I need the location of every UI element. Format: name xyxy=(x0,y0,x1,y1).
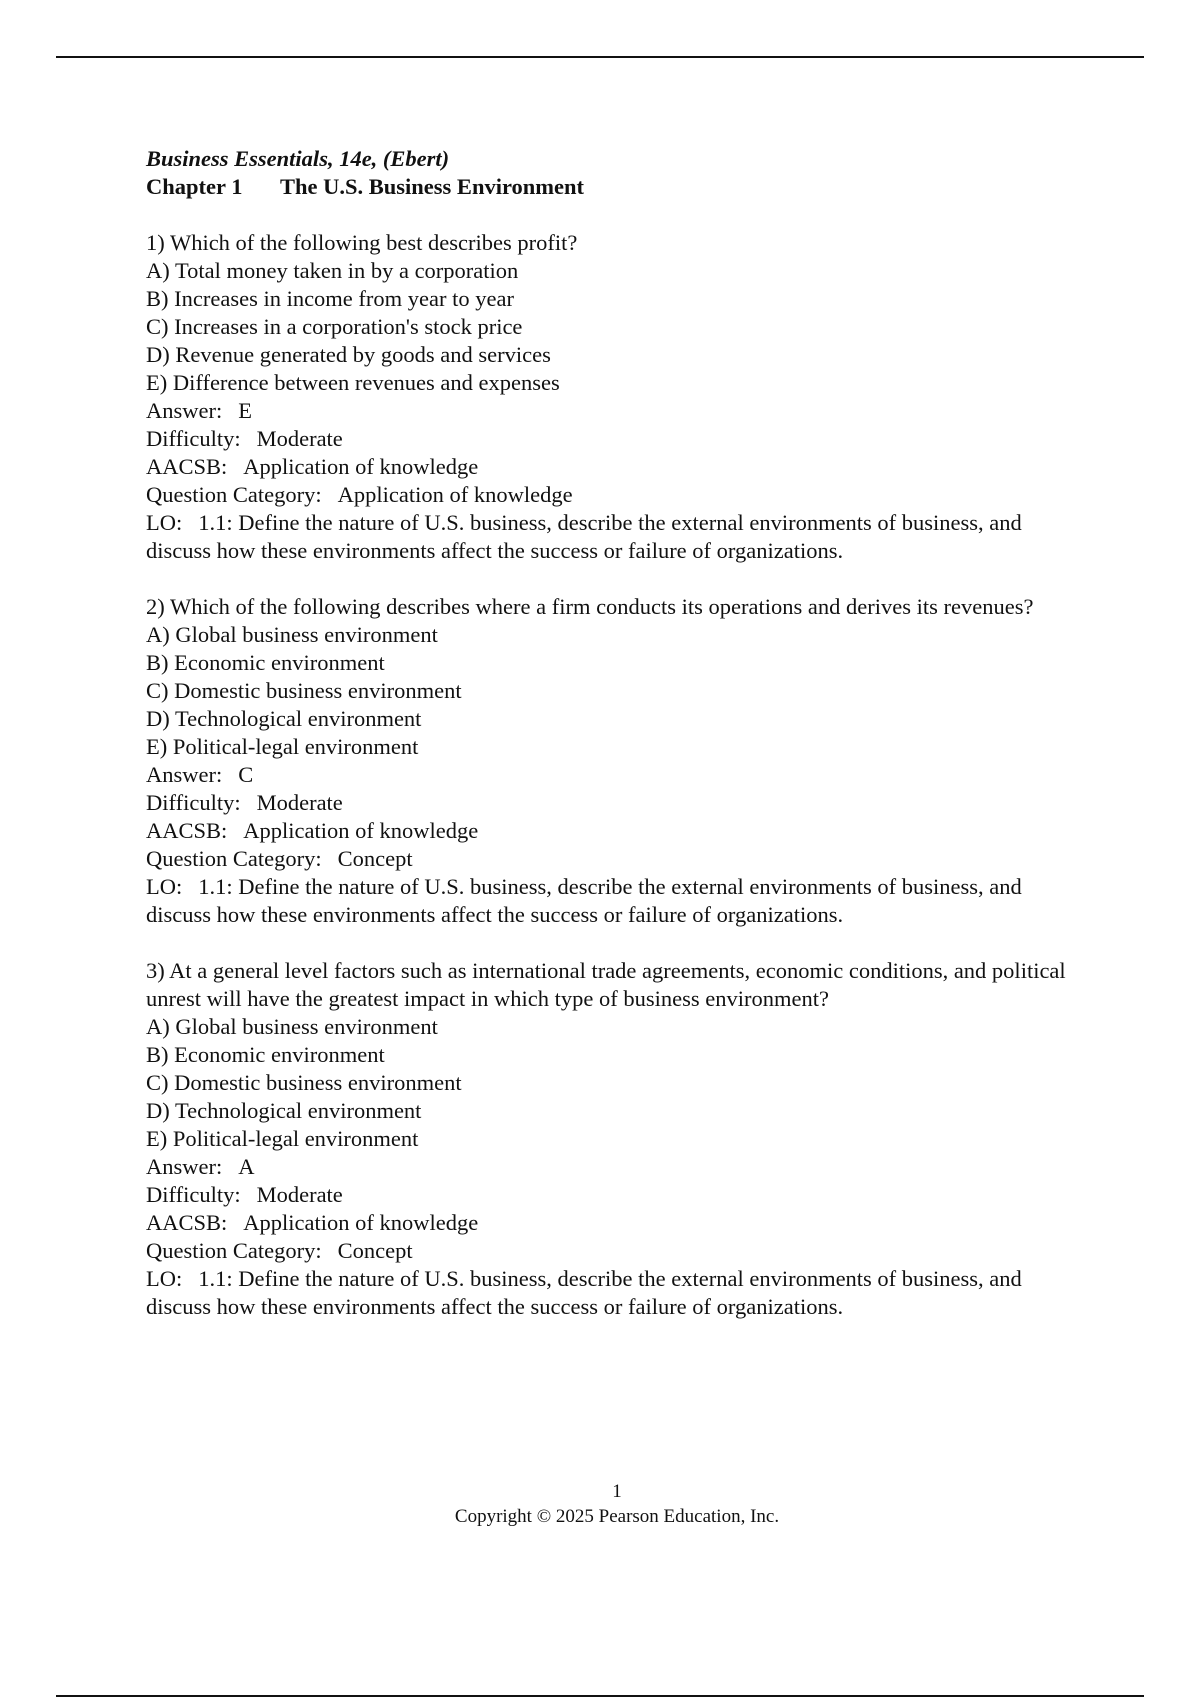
category-label: Question Category: xyxy=(146,1238,322,1263)
answer-line xyxy=(146,761,1066,789)
difficulty-label: Difficulty: xyxy=(146,426,241,451)
aacsb-value: Application of knowledge xyxy=(243,454,479,479)
question-block-3 xyxy=(146,957,1066,1321)
difficulty-value: Moderate xyxy=(256,790,343,815)
option-c: C) Domestic business environment xyxy=(146,678,462,703)
question-stem: 3) At a general level factors such as international trade agreements, economic conditions, and political unrest will have the greatest impact in which type of business environment? xyxy=(146,958,1066,1011)
answer-value: A xyxy=(238,1154,255,1179)
aacsb-label: AACSB: xyxy=(146,454,228,479)
question-stem: 2) Which of the following describes where a firm conducts its operations and derives its revenues? xyxy=(146,594,1034,619)
page-number: 1 xyxy=(612,1481,622,1502)
aacsb-line xyxy=(146,453,1066,481)
question-block-2 xyxy=(146,593,1066,929)
difficulty-line xyxy=(146,425,1066,453)
option-e: E) Difference between revenues and expenses xyxy=(146,370,560,395)
option-a: A) Global business environment xyxy=(146,622,438,647)
lo-label: LO: xyxy=(146,1266,183,1291)
answer-line xyxy=(146,1153,1066,1181)
option-e: E) Political-legal environment xyxy=(146,734,419,759)
category-value: Concept xyxy=(337,1238,413,1263)
option-c: C) Domestic business environment xyxy=(146,1070,462,1095)
category-line xyxy=(146,481,1066,509)
aacsb-value: Application of knowledge xyxy=(243,818,479,843)
question-stem: 1) Which of the following best describes profit? xyxy=(146,230,578,255)
category-label: Question Category: xyxy=(146,482,322,507)
difficulty-value: Moderate xyxy=(256,1182,343,1207)
difficulty-line xyxy=(146,789,1066,817)
bottom-rule xyxy=(56,1695,1144,1697)
lo-line xyxy=(146,1265,1066,1321)
category-line xyxy=(146,845,1066,873)
lo-line xyxy=(146,873,1066,929)
aacsb-label: AACSB: xyxy=(146,1210,228,1235)
chapter-heading xyxy=(146,173,1066,201)
lo-value: 1.1: Define the nature of U.S. business, describe the external environments of business, and discuss how these environments affect the success or failure of organizations. xyxy=(146,1266,1022,1319)
option-d: D) Technological environment xyxy=(146,706,422,731)
category-value: Application of knowledge xyxy=(337,482,573,507)
answer-value: C xyxy=(238,762,254,787)
answer-label: Answer: xyxy=(146,762,223,787)
aacsb-value: Application of knowledge xyxy=(243,1210,479,1235)
lo-value: 1.1: Define the nature of U.S. business, describe the external environments of business, and discuss how these environments affect the success or failure of organizations. xyxy=(146,510,1022,563)
option-b: B) Economic environment xyxy=(146,650,385,675)
option-a: A) Total money taken in by a corporation xyxy=(146,258,519,283)
difficulty-label: Difficulty: xyxy=(146,790,241,815)
option-b: B) Economic environment xyxy=(146,1042,385,1067)
answer-label: Answer: xyxy=(146,1154,223,1179)
chapter-number: Chapter 1 xyxy=(146,174,243,199)
lo-label: LO: xyxy=(146,510,183,535)
chapter-title: The U.S. Business Environment xyxy=(280,174,585,199)
aacsb-line xyxy=(146,1209,1066,1237)
document-body xyxy=(146,145,1066,1349)
option-d: D) Technological environment xyxy=(146,1098,422,1123)
option-b: B) Increases in income from year to year xyxy=(146,286,514,311)
copyright-notice: Copyright © 2025 Pearson Education, Inc. xyxy=(454,1506,780,1527)
difficulty-line xyxy=(146,1181,1066,1209)
difficulty-label: Difficulty: xyxy=(146,1182,241,1207)
aacsb-line xyxy=(146,817,1066,845)
option-a: A) Global business environment xyxy=(146,1014,438,1039)
top-rule xyxy=(56,56,1144,58)
category-label: Question Category: xyxy=(146,846,322,871)
category-line xyxy=(146,1237,1066,1265)
lo-value: 1.1: Define the nature of U.S. business, describe the external environments of business, and discuss how these environments affect the success or failure of organizations. xyxy=(146,874,1022,927)
aacsb-label: AACSB: xyxy=(146,818,228,843)
answer-label: Answer: xyxy=(146,398,223,423)
book-title: Business Essentials, 14e, (Ebert) xyxy=(146,146,450,171)
option-e: E) Political-legal environment xyxy=(146,1126,419,1151)
answer-value: E xyxy=(238,398,252,423)
option-d: D) Revenue generated by goods and services xyxy=(146,342,551,367)
category-value: Concept xyxy=(337,846,413,871)
difficulty-value: Moderate xyxy=(256,426,343,451)
lo-label: LO: xyxy=(146,874,183,899)
page-footer xyxy=(0,1479,1200,1529)
question-block-1 xyxy=(146,229,1066,565)
option-c: C) Increases in a corporation's stock price xyxy=(146,314,523,339)
answer-line xyxy=(146,397,1066,425)
lo-line xyxy=(146,509,1066,565)
